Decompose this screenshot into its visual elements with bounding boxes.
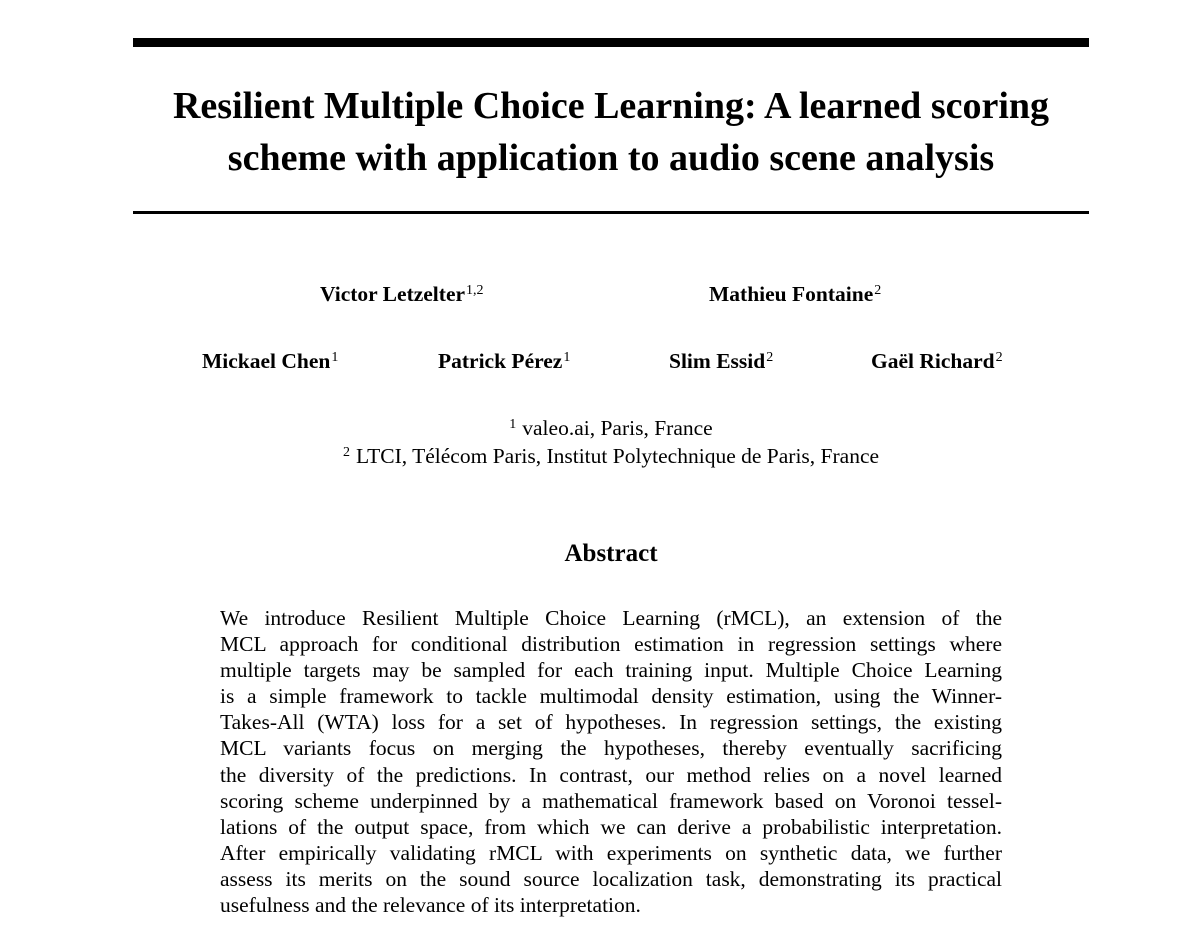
author-affiliation-mark: 2 — [995, 350, 1003, 365]
affiliations — [200, 414, 1022, 470]
author-name: Slim Essid — [669, 349, 766, 373]
abstract-line: After empirically validating rMCL with experiments on synthetic data, we further — [220, 840, 1002, 865]
author-name: Victor Letzelter — [320, 282, 466, 306]
abstract-line: usefulness and the relevance of its interpretation. — [220, 893, 641, 918]
author-affiliation-mark: 1 — [331, 350, 339, 365]
paper-title — [100, 80, 1122, 184]
abstract-line: MCL variants focus on merging the hypotheses, thereby eventually sacrificing — [220, 736, 1002, 761]
abstract-line: We introduce Resilient Multiple Choice Learning (rMCL), an extension of the — [220, 606, 1002, 630]
affiliation-1 — [200, 414, 1022, 442]
affiliation-2 — [200, 442, 1022, 470]
affiliation-text: LTCI, Télécom Paris, Institut Polytechnique de Paris, France — [355, 444, 880, 468]
abstract-line: multiple targets may be sampled for each training input. Multiple Choice Learning — [220, 658, 1002, 683]
abstract-line: lations of the output space, from which we can derive a probabilistic interpretation. — [220, 814, 1002, 839]
author-slim-essid — [669, 348, 773, 374]
author-name: Mickael Chen — [202, 349, 331, 373]
abstract-line: assess its merits on the sound source localization task, demonstrating its practical — [220, 866, 1002, 891]
author-affiliation-mark: 1,2 — [466, 283, 484, 298]
author-affiliation-mark: 2 — [874, 283, 882, 298]
author-affiliation-mark: 2 — [766, 350, 774, 365]
affiliation-mark: 2 — [342, 445, 350, 460]
abstract-line: Takes-All (WTA) loss for a set of hypotheses. In regression settings, the existing — [220, 710, 1002, 735]
title-line-1: Resilient Multiple Choice Learning: A learned scoring — [172, 85, 1050, 127]
top-rule — [133, 38, 1089, 47]
abstract-line: is a simple framework to tackle multimodal density estimation, using the Winner- — [220, 684, 1002, 709]
author-name: Mathieu Fontaine — [709, 282, 874, 306]
abstract-line: scoring scheme underpinned by a mathematical framework based on Voronoi tessel- — [220, 788, 1002, 813]
abstract-line: MCL approach for conditional distribution estimation in regression settings where — [220, 632, 1002, 657]
author-patrick-perez — [438, 348, 570, 374]
author-mathieu-fontaine — [709, 281, 881, 307]
abstract-line: the diversity of the predictions. In contrast, our method relies on a novel learned — [220, 762, 1002, 787]
abstract-heading: Abstract — [564, 540, 658, 567]
title-line-2: scheme with application to audio scene analysis — [227, 137, 995, 179]
affiliation-mark: 1 — [509, 417, 517, 432]
author-victor-letzelter — [320, 281, 484, 307]
abstract-body — [220, 605, 1002, 918]
bottom-rule — [133, 211, 1089, 214]
author-gael-richard — [871, 348, 1003, 374]
author-name: Gaël Richard — [871, 349, 995, 373]
author-affiliation-mark: 1 — [563, 350, 571, 365]
author-name: Patrick Pérez — [438, 349, 563, 373]
affiliation-text: valeo.ai, Paris, France — [522, 416, 713, 440]
author-mickael-chen — [202, 348, 338, 374]
